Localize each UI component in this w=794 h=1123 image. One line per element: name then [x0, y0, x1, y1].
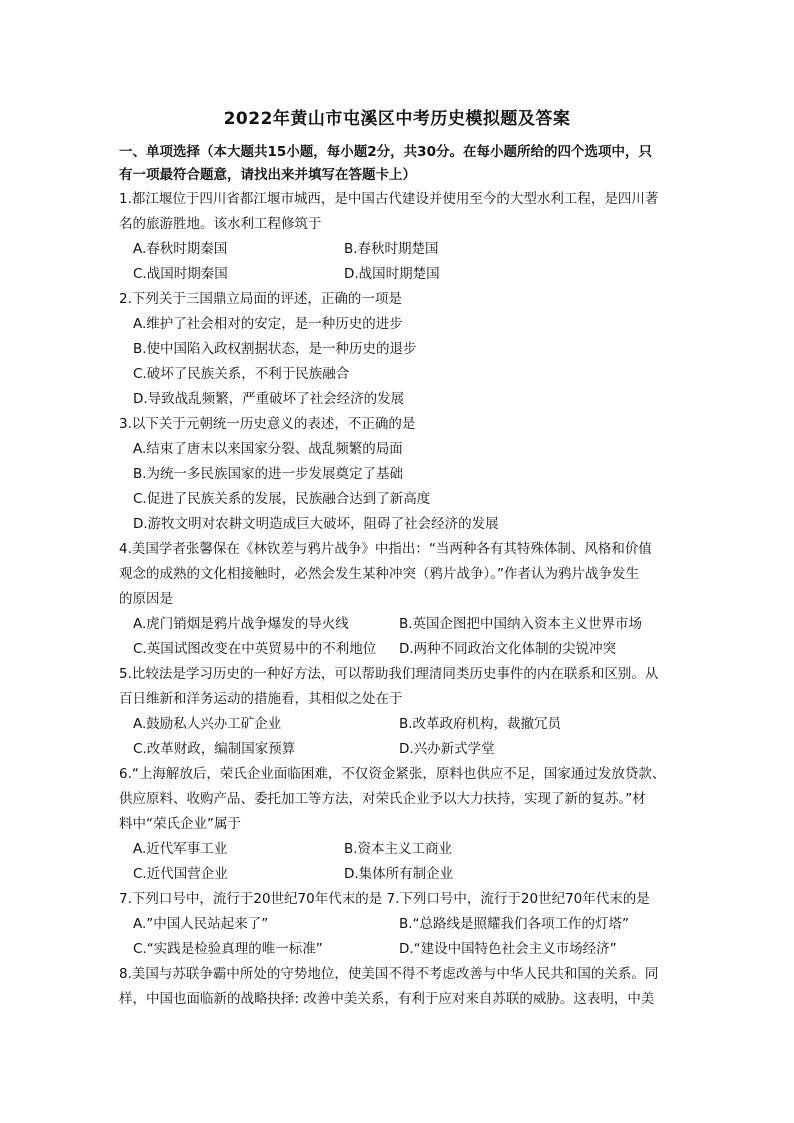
q1-option-d: D.战国时期楚国: [344, 266, 440, 282]
q4-stem-line1: 4.美国学者张馨保在《林钦差与鸦片战争》中指出：“当两种各有其特殊体制、风格和价值: [119, 541, 652, 557]
q6-stem-line1: 6.“上海解放后，荣氏企业面临困难，不仅资金紧张，原料也供应不足，国家通过发放贷款、: [119, 766, 666, 782]
q8-stem-line2: 样，中国也面临新的战略抉择: 改善中美关系，有利于应对来自苏联的威胁。这表明，中美: [119, 991, 655, 1007]
q2-stem: 2.下列关于三国鼎立局面的评述，正确的一项是: [119, 291, 402, 307]
q3-option-d: D.游牧文明对农耕文明造成巨大破坏，阻碍了社会经济的发展: [133, 516, 499, 532]
q5-option-a: A.鼓励私人兴办工矿企业: [133, 716, 282, 732]
q7-option-d: D.“建设中国特色社会主义市场经济”: [399, 941, 617, 957]
q4-option-d: D.两种不同政治文化体制的尖锐冲突: [399, 641, 617, 657]
q5-stem-line2: 百日维新和洋务运动的措施看，其相似之处在于: [119, 691, 403, 707]
q1-stem-line1: 1.都江堰位于四川省都江堰市城西，是中国古代建设并使用至今的大型水利工程，是四川著: [119, 191, 659, 207]
q6-stem-line2: 供应原料、收购产品、委托加工等方法，对荣氏企业予以大力扶持，实现了新的复苏。”材: [119, 791, 646, 807]
q2-option-b: B.使中国陷入政权割据状态，是一种历史的退步: [133, 341, 417, 357]
q7-stem: 7.下列口号中，流行于20世纪70年代末的是 7.下列口号中，流行于20世纪70年代末的是: [119, 891, 650, 907]
q7-option-c: C.“实践是检验真理的唯一标准”: [133, 941, 323, 957]
q3-stem: 3.以下关于元朝统一历史意义的表述，不正确的是: [119, 416, 416, 432]
q4-option-b: B.英国企图把中国纳入资本主义世界市场: [399, 616, 643, 632]
q5-option-c: C.改革财政，编制国家预算: [133, 741, 296, 757]
q7-option-b: B.“总路线是照耀我们各项工作的灯塔”: [399, 916, 630, 932]
q5-option-d: D.兴办新式学堂: [399, 741, 495, 757]
q1-option-c: C.战国时期秦国: [133, 266, 228, 282]
q6-option-c: C.近代国营企业: [133, 866, 228, 882]
section-heading-line1: 一、单项选择（本大题共15小题，每小题2分，共30分。在每小题所给的四个选项中，只: [119, 144, 652, 160]
q4-stem-line3: 的原因是: [119, 591, 173, 607]
page-title: 2022年黄山市屯溪区中考历史模拟题及答案: [223, 109, 571, 129]
q3-option-b: B.为统一多民族国家的进一步发展奠定了基础: [133, 466, 404, 482]
q1-stem-line2: 名的旅游胜地。该水利工程修筑于: [119, 216, 322, 232]
q5-option-b: B.改革政府机构，裁撤冗员: [399, 716, 562, 732]
q3-option-a: A.结束了唐末以来国家分裂、战乱频繁的局面: [133, 441, 403, 457]
q6-option-d: D.集体所有制企业: [344, 866, 454, 882]
q2-option-c: C.破坏了民族关系，不利于民族融合: [133, 366, 350, 382]
q6-option-a: A.近代军事工业: [133, 841, 228, 857]
q6-option-b: B.资本主义工商业: [344, 841, 453, 857]
q4-option-a: A.虎门销烟是鸦片战争爆发的导火线: [133, 616, 349, 632]
q1-option-a: A.春秋时期秦国: [133, 241, 228, 257]
section-heading-line2: 有一项最符合题意，请找出来并填写在答题卡上）: [119, 167, 416, 183]
q7-option-a: A.”中国人民站起来了”: [133, 916, 269, 932]
q2-option-a: A.维护了社会相对的安定，是一种历史的进步: [133, 316, 403, 332]
q2-option-d: D.导致战乱频繁，严重破坏了社会经济的发展: [133, 391, 405, 407]
q1-option-b: B.春秋时期楚国: [344, 241, 439, 257]
q4-stem-line2: 观念的成熟的文化相接触时，必然会发生某种冲突（鸦片战争）。”作者认为鸦片战争发生: [119, 566, 639, 582]
q6-stem-line3: 料中“荣氏企业”属于: [119, 816, 241, 832]
q5-stem-line1: 5.比较法是学习历史的一种好方法，可以帮助我们理清同类历史事件的内在联系和区别。从: [119, 666, 659, 682]
q4-option-c: C.英国试图改变在中英贸易中的不利地位: [133, 641, 377, 657]
q8-stem-line1: 8.美国与苏联争霸中所处的守势地位，使美国不得不考虑改善与中华人民共和国的关系。同: [119, 966, 659, 982]
q3-option-c: C.促进了民族关系的发展，民族融合达到了新高度: [133, 491, 431, 507]
